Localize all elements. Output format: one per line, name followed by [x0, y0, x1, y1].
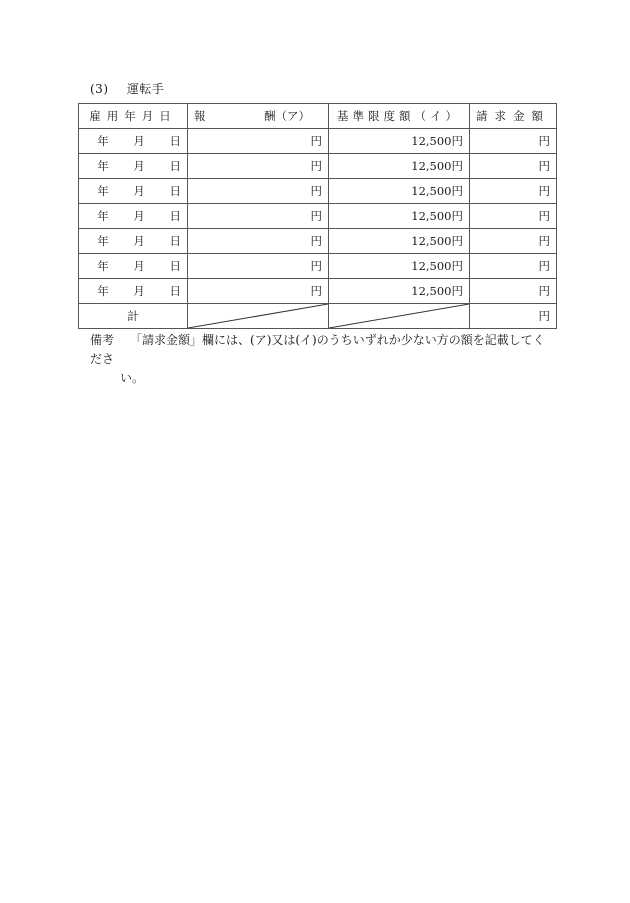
- employment-date-cell[interactable]: 年 月 日: [79, 254, 188, 279]
- remuneration-cell[interactable]: 円: [188, 204, 329, 229]
- limit-cell: 12,500円: [329, 204, 470, 229]
- remarks-label: 備考: [90, 333, 115, 347]
- employment-date-cell[interactable]: 年 月 日: [79, 154, 188, 179]
- remuneration-cell[interactable]: 円: [188, 254, 329, 279]
- claim-total-cell[interactable]: 円: [470, 304, 557, 329]
- header-standard-limit: 基準限度額（イ）: [329, 104, 470, 129]
- header-remuneration-part2: 酬（ア）: [264, 109, 310, 123]
- claim-cell[interactable]: 円: [470, 129, 557, 154]
- total-row: [79, 304, 557, 329]
- limit-total-struck-cell: [329, 304, 470, 329]
- section-heading: [90, 80, 164, 97]
- section-title: 運転手: [126, 82, 165, 96]
- limit-cell: 12,500円: [329, 179, 470, 204]
- total-label: 計: [79, 304, 188, 329]
- limit-cell: 12,500円: [329, 229, 470, 254]
- claim-cell[interactable]: 円: [470, 254, 557, 279]
- claim-cell[interactable]: 円: [470, 179, 557, 204]
- table-row: [79, 154, 557, 179]
- header-claim-amount: 請求金額: [470, 104, 557, 129]
- table-row: [79, 254, 557, 279]
- employment-date-cell[interactable]: 年 月 日: [79, 279, 188, 304]
- claim-cell[interactable]: 円: [470, 229, 557, 254]
- table-row: [79, 179, 557, 204]
- diagonal-strike-icon: [329, 304, 469, 328]
- remuneration-cell[interactable]: 円: [188, 229, 329, 254]
- limit-cell: 12,500円: [329, 154, 470, 179]
- table-row: [79, 129, 557, 154]
- employment-date-cell[interactable]: 年 月 日: [79, 179, 188, 204]
- header-remuneration-part1: 報: [194, 109, 206, 123]
- employment-date-cell[interactable]: 年 月 日: [79, 129, 188, 154]
- remuneration-cell[interactable]: 円: [188, 179, 329, 204]
- limit-cell: 12,500円: [329, 279, 470, 304]
- remarks-continuation: い。: [120, 371, 145, 385]
- remuneration-cell[interactable]: 円: [188, 129, 329, 154]
- table-row: [79, 204, 557, 229]
- remarks: [90, 331, 555, 388]
- table-row: [79, 229, 557, 254]
- remuneration-total-struck-cell: [188, 304, 329, 329]
- claim-cell[interactable]: 円: [470, 279, 557, 304]
- employment-date-cell[interactable]: 年 月 日: [79, 229, 188, 254]
- diagonal-strike-icon: [188, 304, 328, 328]
- employment-date-cell[interactable]: 年 月 日: [79, 204, 188, 229]
- table-header-row: [79, 104, 557, 129]
- driver-claim-table: [78, 103, 557, 329]
- limit-cell: 12,500円: [329, 254, 470, 279]
- remarks-text: 「請求金額」欄には、(ア)又は(イ)のうちいずれか少ない方の額を記載してくださ: [90, 333, 545, 366]
- table-row: [79, 279, 557, 304]
- limit-cell: 12,500円: [329, 129, 470, 154]
- header-remuneration: [188, 104, 329, 129]
- section-number: (3): [90, 82, 109, 96]
- claim-cell[interactable]: 円: [470, 154, 557, 179]
- header-employment-date: 雇用年月日: [79, 104, 188, 129]
- claim-cell[interactable]: 円: [470, 204, 557, 229]
- remuneration-cell[interactable]: 円: [188, 154, 329, 179]
- remuneration-cell[interactable]: 円: [188, 279, 329, 304]
